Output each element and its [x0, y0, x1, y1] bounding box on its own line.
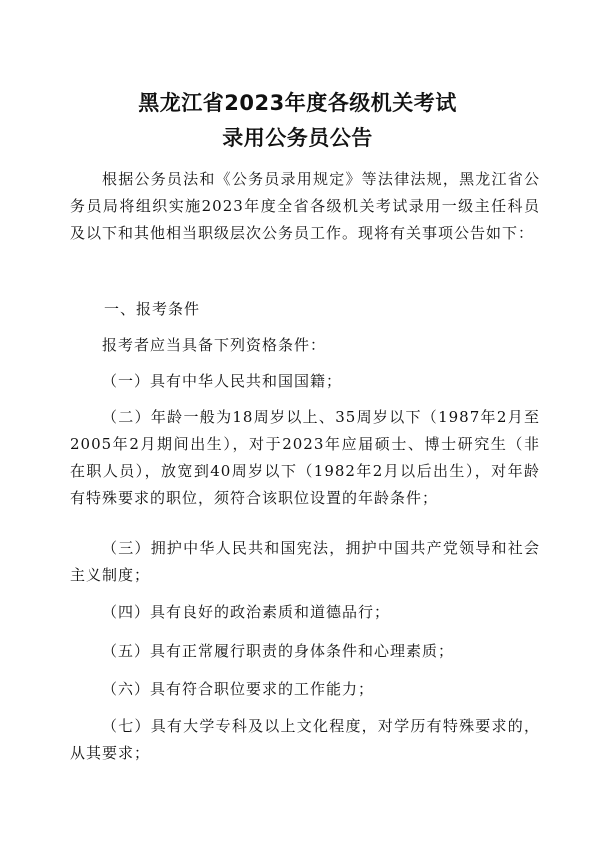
condition-item-1: （一）具有中华人民共和国国籍； [102, 372, 343, 390]
condition-item-2: （二）年龄一般为18周岁以上、35周岁以下（1987年2月至2005年2月期间出生），对于2023年应届硕士、博士研究生（非在职人员），放宽到40周岁以下（1982年2月以后出生），对年龄有特殊要求的职位，须符合该职位设置的年龄条件； [70, 408, 540, 507]
document-title-line-2: 录用公务员公告 [222, 126, 373, 150]
condition-item-7: （七）具有大学专科及以上文化程度，对学历有特殊要求的，从其要求； [70, 717, 540, 762]
condition-item-6: （六）具有符合职位要求的工作能力； [102, 680, 375, 698]
conditions-intro: 报考者应当具备下列资格条件： [102, 336, 327, 354]
section-heading-eligibility: 一、报考条件 [104, 300, 201, 318]
document-title-line-1: 黑龙江省2023年度各级机关考试 [138, 91, 457, 115]
condition-item-4: （四）具有良好的政治素质和道德品行； [102, 603, 391, 621]
condition-item-5: （五）具有正常履行职责的身体条件和心理素质； [102, 642, 455, 660]
intro-paragraph: 根据公务员法和《公务员录用规定》等法律法规，黑龙江省公务员局将组织实施2023年度全省各级机关考试录用一级主任科员及以下和其他相当职级层次公务员工作。现将有关事项公告如下： [70, 170, 540, 242]
condition-item-3: （三）拥护中华人民共和国宪法，拥护中国共产党领导和社会主义制度； [70, 539, 540, 584]
